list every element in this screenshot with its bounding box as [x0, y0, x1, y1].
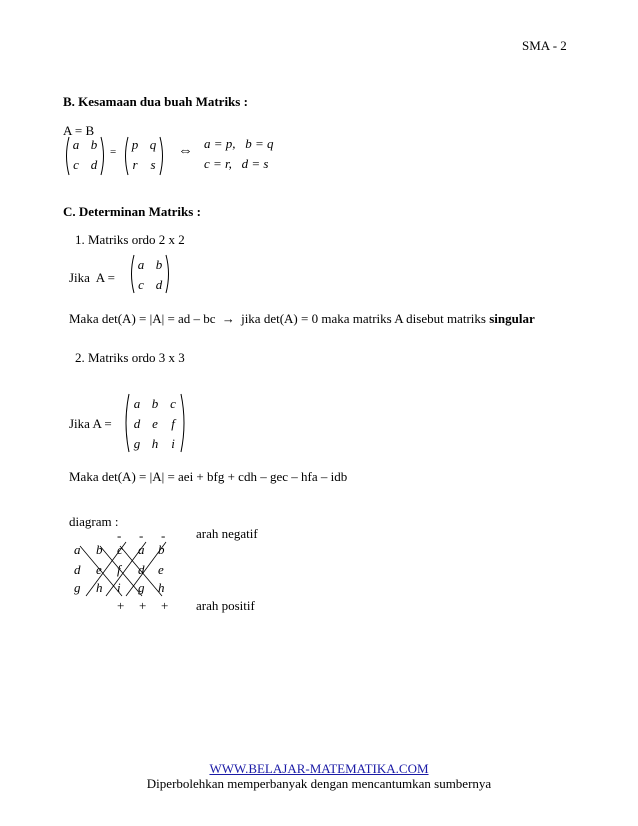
diagram-cell: a [74, 542, 81, 557]
page-label: SMA - 2 [522, 38, 567, 53]
sub2-heading: 2. Matriks ordo 3 x 3 [75, 350, 185, 365]
det-2x2-note: jika det(A) = 0 maka matriks A disebut matriks [241, 311, 486, 326]
matrix-cell: s [150, 157, 156, 172]
matrix-cell: a [137, 257, 145, 272]
matrix-cell: d [155, 277, 163, 292]
equals-sign: = [110, 146, 117, 158]
matrix-cell: d [90, 157, 98, 172]
matrix-pqrs [122, 135, 166, 177]
footer-notice: Diperbolehkan memperbanyak dengan mencantumkan sumbernya [146, 776, 492, 791]
diagram-cell: h [158, 580, 165, 595]
diagram-cell: b [96, 542, 103, 557]
det-2x2-formula: Maka det(A) = |A| = ad – bc [69, 311, 216, 326]
plus-sign: + [139, 598, 147, 613]
matrix-3x3 [123, 392, 187, 454]
website-link[interactable]: WWW.BELAJAR-MATEMATIKA.COM [209, 761, 429, 776]
matrix-abcd [63, 135, 107, 177]
diagram-cell: a [138, 542, 145, 557]
diagram-cell: e [96, 562, 102, 577]
minus-sign: - [161, 528, 166, 543]
diagram-cell: g [74, 580, 81, 595]
condition-row-2: c = r, d = s [204, 156, 269, 171]
matrix-2x2 [128, 253, 172, 295]
matrix-cell: i [171, 436, 175, 451]
det-3x3-formula: Maka det(A) = |A| = aei + bfg + cdh – gec – hfa – idb [69, 469, 348, 484]
matrix-cell: r [132, 157, 138, 172]
diagram-cell: d [74, 562, 81, 577]
sub1-jika: Jika A = [69, 270, 115, 285]
section-b-title: B. Kesamaan dua buah Matriks : [63, 94, 248, 109]
diagram-cell: i [117, 580, 121, 595]
matrix-cell: f [171, 416, 175, 431]
diagram-cell: e [158, 562, 164, 577]
matrix-cell: e [152, 416, 158, 431]
matrix-cell: q [149, 137, 157, 152]
minus-sign: - [117, 528, 122, 543]
sub2-jika: Jika A = [69, 416, 112, 431]
det-2x2-line [69, 311, 535, 327]
matrix-cell: a [133, 396, 141, 411]
diagram-cell: g [138, 580, 145, 595]
diagram-cell: c [117, 542, 123, 557]
matrix-cell: a [72, 137, 80, 152]
diagram-label: diagram : [69, 514, 119, 529]
iff-symbol: ⇔ [178, 143, 193, 159]
condition-row-1: a = p, b = q [204, 136, 274, 151]
matrix-cell: d [133, 416, 141, 431]
arrow-icon: → [221, 311, 235, 326]
matrix-cell: c [138, 277, 144, 292]
diagram-cell: h [96, 580, 103, 595]
matrix-cell: b [151, 396, 159, 411]
section-c-title: C. Determinan Matriks : [63, 204, 201, 219]
sub1-heading: 1. Matriks ordo 2 x 2 [75, 232, 185, 247]
matrix-cell: b [90, 137, 98, 152]
plus-sign: + [161, 598, 169, 613]
minus-sign: - [139, 528, 144, 543]
diagram-cell: f [117, 562, 121, 577]
matrix-cell: h [151, 436, 159, 451]
equation-a-equals-b: A = B [63, 123, 95, 138]
matrix-cell: g [133, 436, 141, 451]
diagram-cell: d [138, 562, 145, 577]
plus-sign: + [117, 598, 125, 613]
positive-direction-label: arah positif [196, 598, 255, 613]
matrix-cell: b [155, 257, 163, 272]
matrix-cell: c [73, 157, 79, 172]
matrix-cell: c [170, 396, 176, 411]
negative-direction-label: arah negatif [196, 526, 258, 541]
matrix-cell: p [131, 137, 139, 152]
singular-term: singular [489, 311, 535, 326]
diagram-cell: b [158, 542, 165, 557]
